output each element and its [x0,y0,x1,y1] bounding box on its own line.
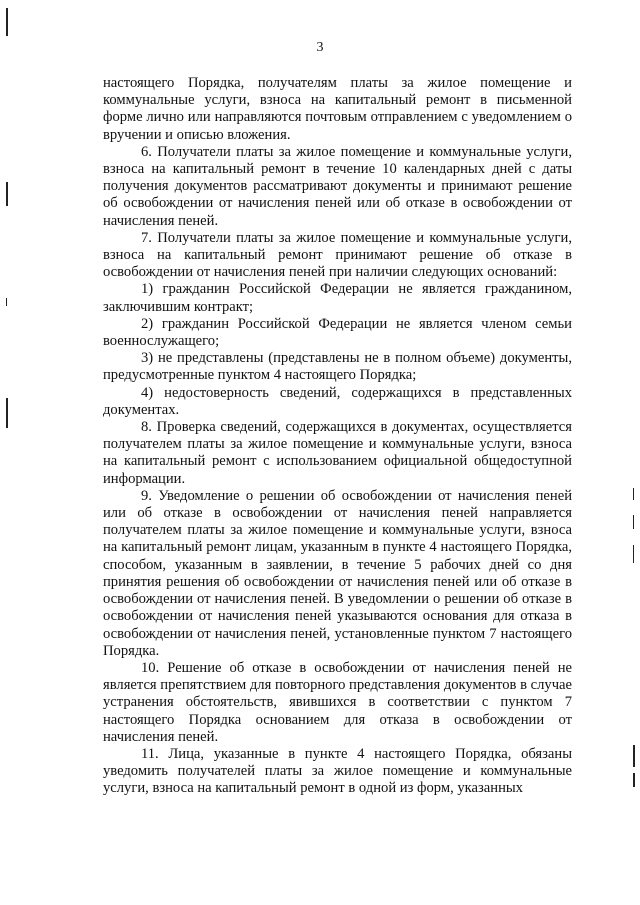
paragraph-item-10: 10. Решение об отказе в освобождении от начисления пеней не является препятствием для повторного представления документов в случае устранения обстоятельств, явившихся в соответствии с пунктом 7 настоящего Порядка основанием для отказа в освобождении от начисления пеней. [103,659,572,745]
paragraph-item-8: 8. Проверка сведений, содержащихся в документах, осуществляется получателем платы за жилое помещение и коммунальные услуги, взноса на капитальный ремонт с использованием официальной общедоступной информации. [103,419,572,487]
subitem-1: 1) гражданин Российской Федерации не является гражданином, заключившим контракт; [103,281,572,315]
paragraph-item-7: 7. Получатели платы за жилое помещение и коммунальные услуги, взноса на капитальный ремонт принимают решение об отказе в освобождении от начисления пеней при наличии следующих оснований: [103,229,572,281]
scan-edge-mark [633,773,635,787]
paragraph-continuation: настоящего Порядка, получателям платы за жилое помещение и коммунальные услуги, взноса на капитальный ремонт в письменной форме лично или направляются почтовым отправлением с уведомлением о вручении и описью вложения. [103,75,572,143]
scan-edge-mark [6,8,8,36]
subitem-3: 3) не представлены (представлены не в полном объеме) документы, предусмотренные пунктом 4 настоящего Порядка; [103,350,572,384]
paragraph-item-11: 11. Лица, указанные в пункте 4 настоящего Порядка, обязаны уведомить получателей платы за жилое помещение и коммунальные услуги, взноса на капитальный ремонт в одной из форм, указанных [103,745,572,797]
paragraph-item-9: 9. Уведомление о решении об освобождении от начисления пеней или об отказе в освобождении от начисления пеней направляется получателем платы за жилое помещение и коммунальные услуги, взноса на капитальный ремонт лицам, указанным в пункте 4 настоящего Порядка, способом, указанным в заявлении, в течение 5 рабочих дней со дня принятия решения об освобождении от начисления пеней или об отказе в освобождении от начисления пеней. В уведомлении о решении об отказе в освобождении от начисления пеней указываются основания для отказа в освобождении от начисления пеней, установленные пунктом 7 настоящего Порядка. [103,487,572,659]
subitem-4: 4) недостоверность сведений, содержащихся в представленных документах. [103,384,572,418]
scan-edge-mark [6,298,7,306]
scan-edge-mark [6,398,8,428]
document-body [103,75,572,798]
paragraph-item-6: 6. Получатели платы за жилое помещение и коммунальные услуги, взноса на капитальный ремонт в течение 10 календарных дней с даты получения документов рассматривают документы и принимают решение об освобождении от начисления пеней или об отказе в освобождении от начисления пеней. [103,143,572,229]
scan-edge-mark [633,488,634,500]
subitem-2: 2) гражданин Российской Федерации не является членом семьи военнослужащего; [103,315,572,350]
scan-edge-mark [633,545,634,563]
scan-edge-mark [633,745,635,767]
scan-edge-mark [6,182,8,206]
page-number: 3 [316,40,324,55]
scan-edge-mark [633,515,634,529]
